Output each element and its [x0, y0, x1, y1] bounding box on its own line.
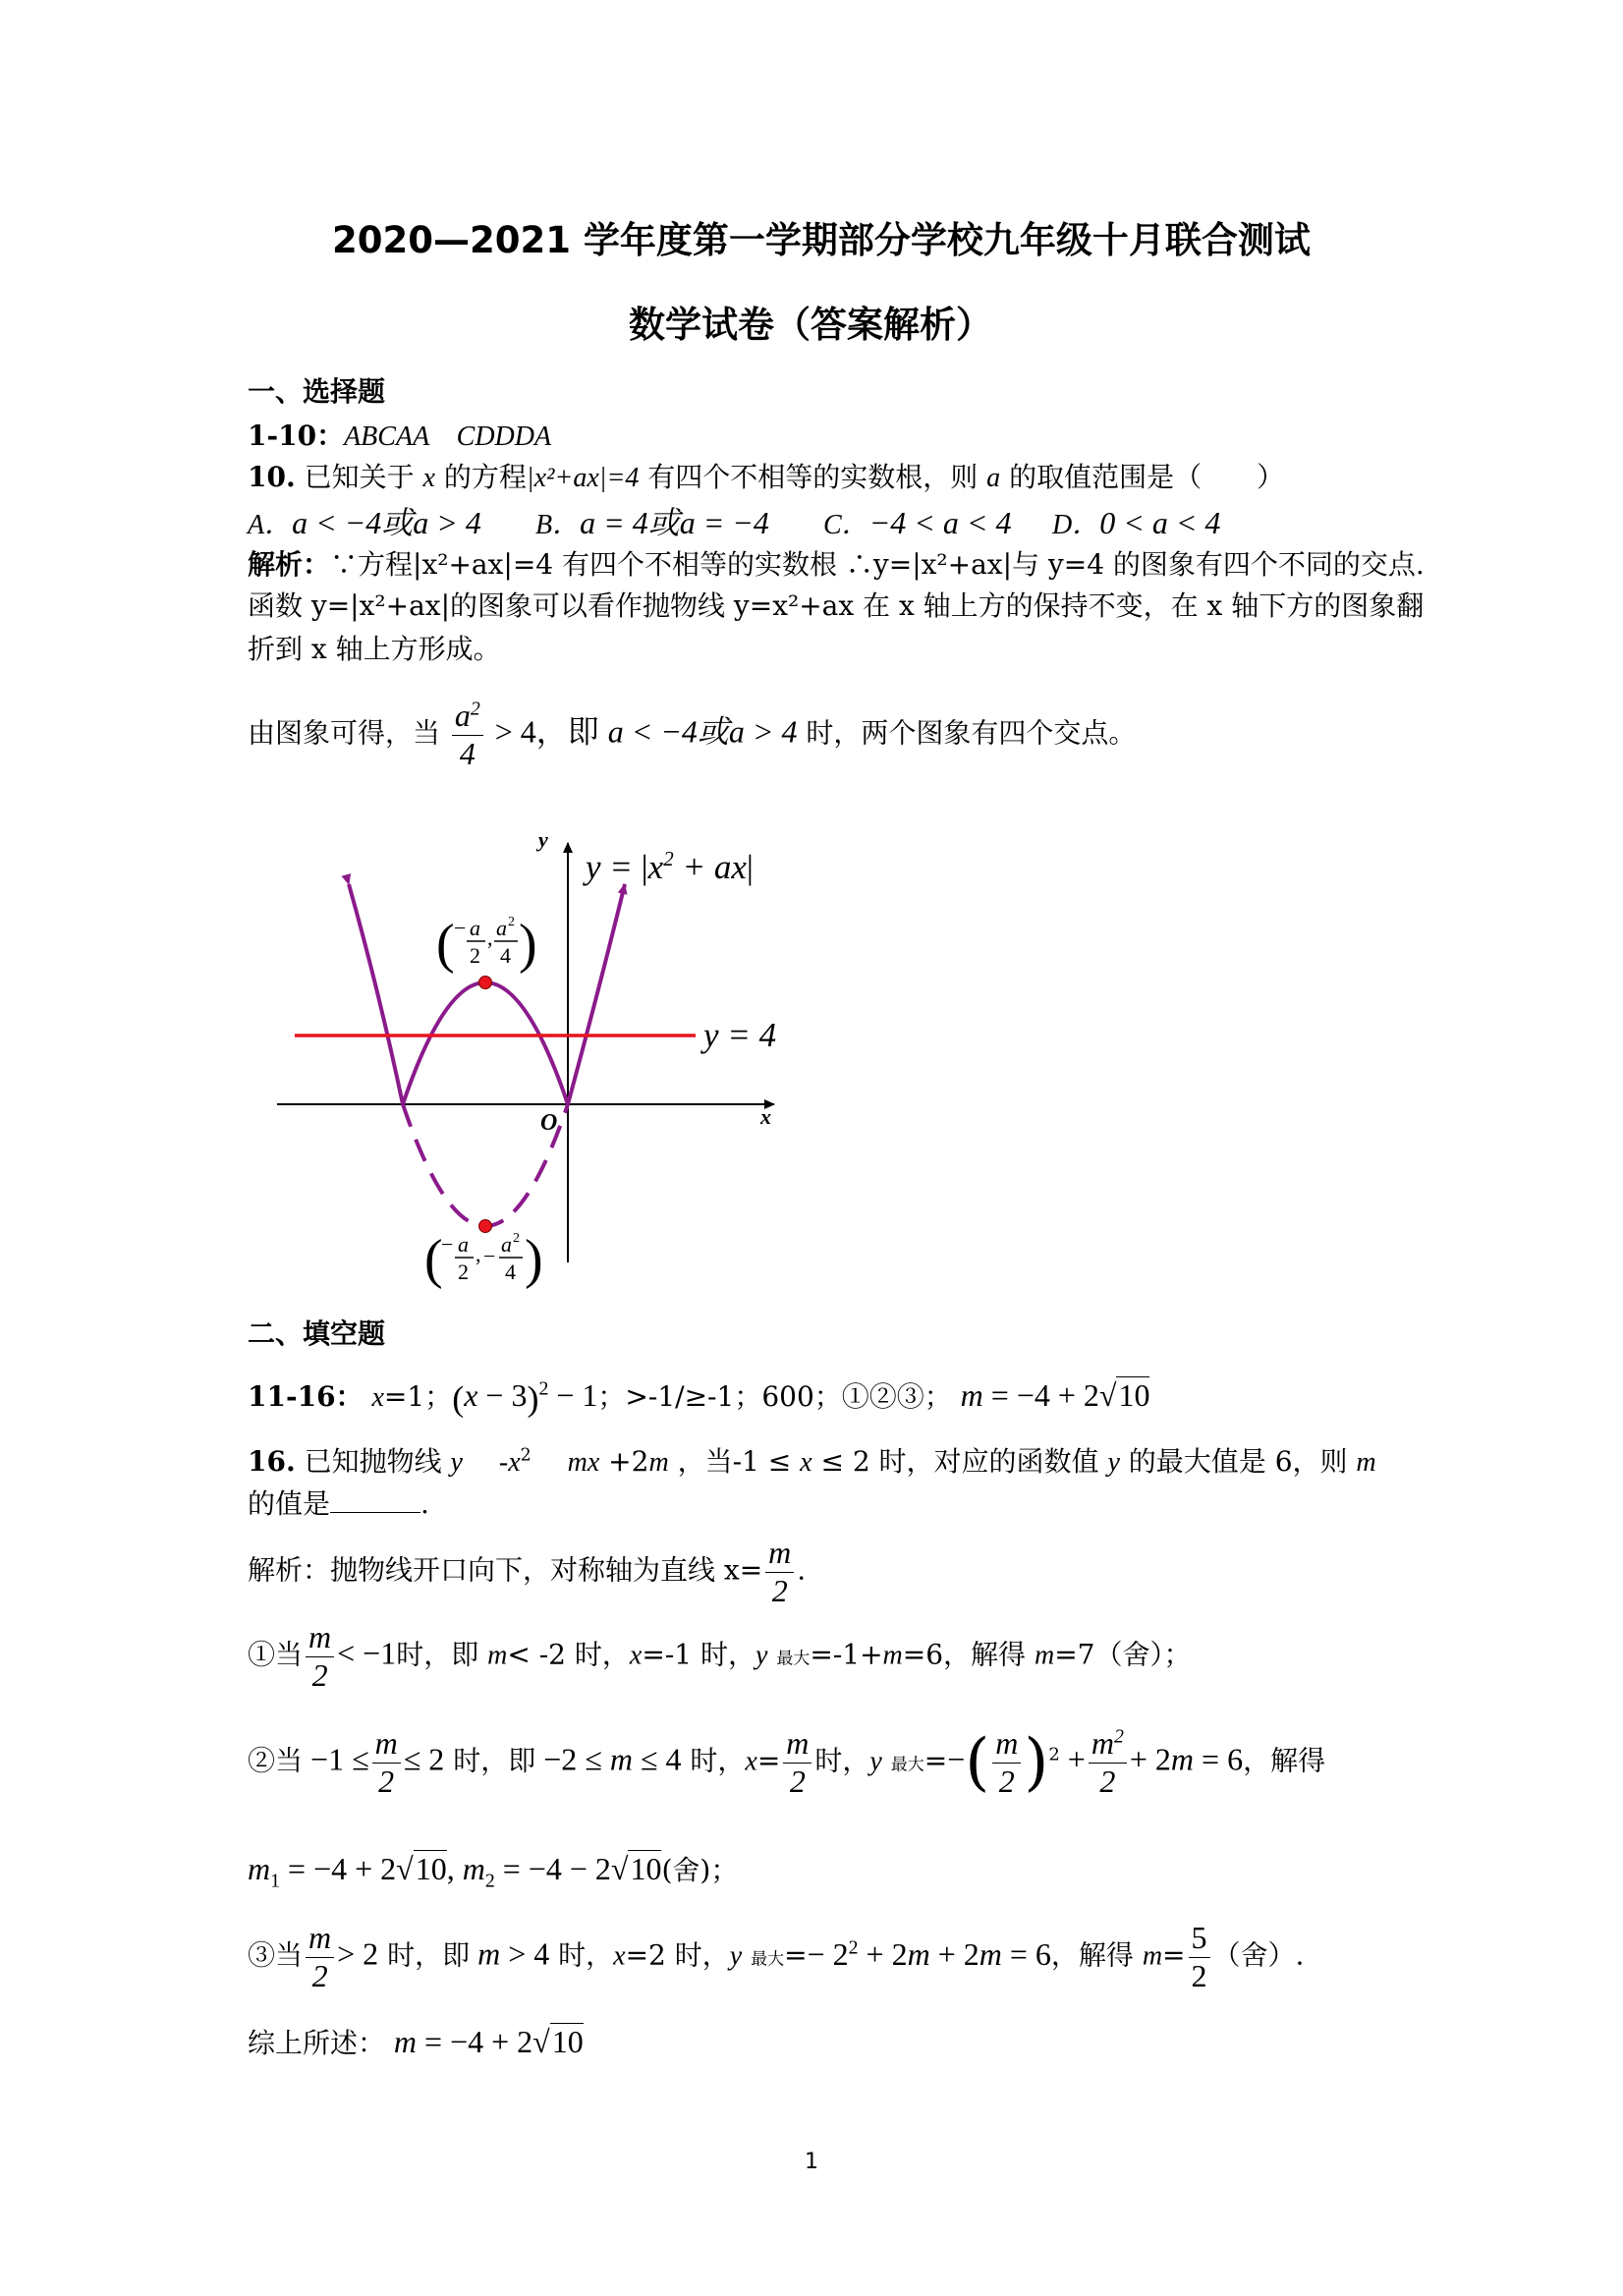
top-point-label [436, 914, 537, 975]
bottom-vertex-point [479, 1220, 492, 1233]
q16-stem-line2-text: 的值是 [248, 1487, 331, 1520]
curve-middle-hump [403, 982, 568, 1104]
q10-stem-post: 有四个不相等的实数根，则 [647, 461, 979, 493]
page-number: 1 [805, 2150, 818, 2174]
q16-case1: ①当 $\frac{m}{2}$ < −1时，即 m< -2 时，x=-1 时，y 最大=-1+m=6，解得 m=7（舍）； [248, 1619, 1192, 1693]
y-axis-label: y [538, 827, 548, 852]
svg-text:,: , [487, 925, 493, 950]
choice-answers [248, 422, 551, 451]
svg-text:4: 4 [500, 943, 511, 968]
page-subtitle: 数学试卷（答案解析） [629, 304, 992, 346]
q10-stem-a: a [986, 463, 1001, 493]
q16-stem-line2 [248, 1487, 429, 1520]
q10-conclusion-range: a < −4或a > 4 [607, 713, 798, 750]
svg-text:−: − [441, 1232, 454, 1257]
q10-analysis-line3: 折到 x 轴上方形成。 [248, 633, 501, 665]
svg-text:,: , [476, 1242, 481, 1266]
svg-text:a: a [501, 1232, 512, 1257]
q10-analysis-label: 解析： [248, 548, 331, 581]
svg-text:2: 2 [513, 1231, 520, 1246]
line-label: y = 4 [703, 1016, 777, 1054]
q10-conclusion-mid: > 4，即 [494, 713, 599, 750]
q10-option-a-expr: a < −4或a > 4 [292, 505, 481, 540]
svg-text:(: ( [436, 914, 455, 975]
q10-conclusion [248, 700, 1136, 770]
q10-option-c-letter: C． [823, 510, 869, 540]
q10-number: 10. [248, 461, 296, 493]
q10-analysis-line2: 函数 y=|x²+ax|的图象可以看作抛物线 y=x²+ax 在 x 轴上方的保持不变，在 x 轴下方的图象翻 [248, 589, 1425, 622]
section-choice-heading: 一、选择题 [248, 375, 386, 408]
curve-label: $y = |x^2 + ax|$ [586, 847, 754, 886]
curve-left-branch [349, 884, 403, 1104]
svg-text:−: − [483, 1244, 496, 1268]
q10-option-d-expr: 0 < a < 4 [1099, 505, 1221, 540]
q10-conclusion-post: 时，两个图象有四个交点。 [806, 716, 1137, 750]
graph-figure [265, 815, 796, 1307]
q10-analysis-text1: ∵方程|x²+ax|=4 有四个不相等的实数根 ∴y=|x²+ax|与 y=4 的图象有四个不同的交点. [330, 548, 1425, 581]
q16-case2-result: $m_1 = -4 + 2√10$, $m_2 = -4 - 2√10$(舍)； [248, 1851, 739, 1892]
svg-text:(: ( [424, 1229, 443, 1290]
origin-label: O [540, 1110, 558, 1136]
q16-summary: 综上所述： m = −4 + 2√10 [248, 2024, 584, 2059]
q10-option-b-expr: a = 4或a = −4 [580, 505, 769, 540]
svg-text:4: 4 [505, 1260, 516, 1284]
svg-text:2: 2 [508, 915, 515, 929]
svg-text:2: 2 [470, 943, 480, 968]
top-vertex-point [479, 977, 492, 989]
q10-stem-mid: 的方程 [443, 461, 527, 493]
svg-text:a: a [470, 916, 480, 940]
x-axis-label: x [760, 1104, 771, 1129]
choice-answers-value: ABCAA CDDDA [344, 421, 552, 452]
q10-conclusion-pre: 由图象可得，当 [248, 716, 441, 750]
answer-blank [330, 1512, 420, 1513]
q16-analysis-text: 解析：抛物线开口向下，对称轴为直线 x= [248, 1553, 763, 1587]
q10-stem-tail: 的取值范围是（ ） [1009, 461, 1285, 493]
q10-option-d-letter: D． [1052, 510, 1100, 540]
q10-stem [248, 461, 1285, 493]
q10-option-c [823, 507, 1011, 539]
a-squared-over-4: $\frac{a^2}{4}$ [452, 700, 483, 770]
q10-option-c-expr: −4 < a < 4 [868, 505, 1012, 540]
page-title: 2020—2021 学年度第一学期部分学校九年级十月联合测试 [332, 219, 1311, 261]
svg-text:): ) [525, 1229, 543, 1290]
fill-answers-label: 11-16： [248, 1380, 364, 1413]
q16-case3: ③当 $\frac{m}{2}$ > 2 时，即 m > 4 时，x=2 时，y 最大=− $2^2 + 2m + 2m = 6$，解得 m= $\frac{5}{2}$ （舍）. [248, 1920, 1305, 1993]
fill-answers: 11-16： x=1；$(x - 3)^2 - 1$；>-1/≥-1；600；①②③； m = −4 + 2√10 [248, 1377, 1150, 1419]
q10-option-b-letter: B． [535, 510, 581, 540]
q10-stem-x: x [422, 463, 435, 493]
bottom-point-label [424, 1229, 543, 1290]
q10-option-a-letter: A． [248, 510, 293, 540]
section-fill-heading: 二、填空题 [248, 1317, 386, 1350]
choice-answers-label: 1-10： [248, 420, 345, 452]
curve-right-branch [568, 884, 625, 1104]
q16-summary-label: 综上所述： [248, 2027, 386, 2059]
q10-option-b [535, 507, 769, 539]
q10-option-a [248, 507, 481, 539]
svg-text:2: 2 [458, 1260, 469, 1284]
q16-stem-line2-end: . [420, 1487, 429, 1520]
q10-stem-eq: |x²+ax|=4 [526, 463, 640, 493]
q16-number: 16. [248, 1445, 296, 1478]
svg-text:): ) [519, 914, 537, 975]
svg-text:a: a [458, 1232, 469, 1257]
svg-text:−: − [454, 916, 467, 940]
q16-case2: ②当 −1 ≤ $\frac{m}{2}$ ≤ 2 时，即 −2 ≤ m ≤ 4 时，x= $\frac{m}{2}$ 时，y 最大=−( $\frac{m}{2}$ )$^2$ + $\frac{m^2}{2}$ + 2m = 6，解得 [248, 1725, 1326, 1800]
q10-analysis-line1 [248, 548, 1425, 581]
svg-text:a: a [496, 916, 507, 940]
q10-option-d [1052, 507, 1220, 539]
q16-stem-line1: 16. 已知抛物线 y $-x^2$ mx +2m ，当-1 ≤ x ≤ 2 时，对应的函数值 y 的最大值是 6，则 m [248, 1445, 1376, 1478]
q16-analysis: 解析：抛物线开口向下，对称轴为直线 x= $\frac{m}{2}$ . [248, 1535, 807, 1608]
q10-stem-pre: 已知关于 [304, 461, 415, 493]
